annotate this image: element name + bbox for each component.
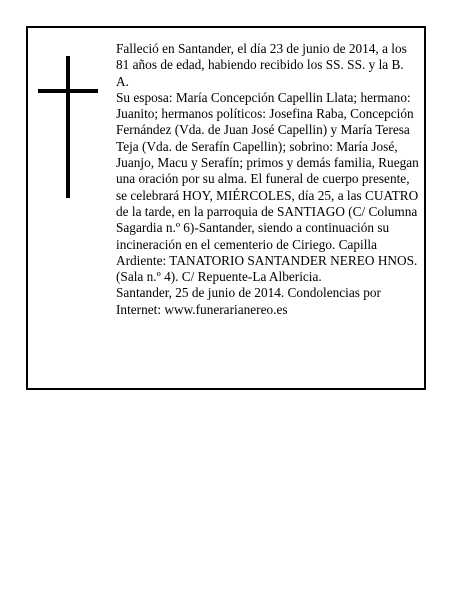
obituary-notice: [26, 26, 426, 390]
death-announcement: Falleció en Santander, el día 23 de junio de 2014, a los 81 años de edad, habiendo recibido los SS. SS. y la B. A.: [116, 41, 407, 89]
latin-cross-icon: [38, 56, 98, 198]
obituary-text: [116, 41, 419, 318]
cross-vertical-bar: [66, 56, 70, 198]
family-and-funeral-details: Su esposa: María Concepción Capellin Llata; hermano: Juanito; hermanos políticos: Josefina Raba, Concepción Fernández (Vda. de Juan José Capellin) y María Teresa Teja (Vda. de Serafín Capellin); sobrino: María José, Juanjo, Macu y Serafín; primos y demás familia, Ruegan una oración por su alma. El funeral de cuerpo presente, se celebrará HOY, MIÉRCOLES, día 25, a las CUATRO de la tarde, en la parroquia de SANTIAGO (C/ Columna Sagardia n.º 6)-Santander, siendo a continuación su incineración en el cementerio de Ciriego. Capilla Ardiente: TANATORIO SANTANDER NEREO HNOS. (Sala n.º 4). C/ Repuente-La Albericia.: [116, 89, 419, 285]
date-and-condolences: Santander, 25 de junio de 2014. Condolencias por Internet: www.funerarianereo.es: [116, 285, 381, 317]
cross-horizontal-bar: [38, 89, 98, 93]
